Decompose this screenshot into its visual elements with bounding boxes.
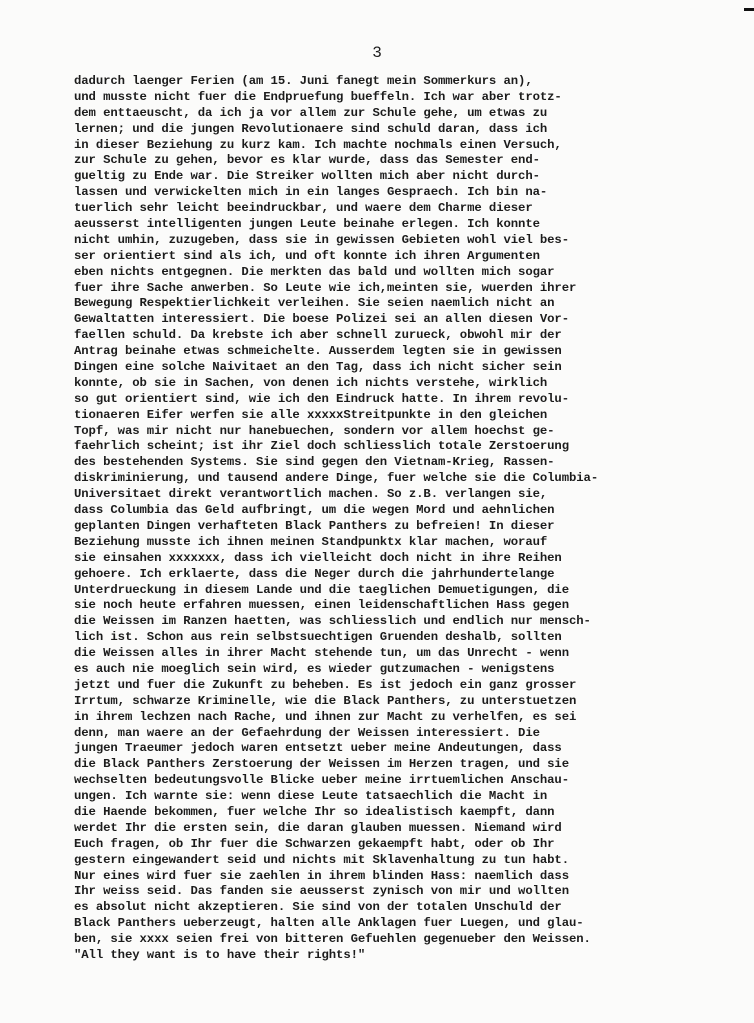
text-line: nicht umhin, zuzugeben, dass sie in gewissen Gebieten wohl viel bes- <box>74 232 569 247</box>
text-line: dadurch laenger Ferien (am 15. Juni fanegt mein Sommerkurs an), <box>74 74 533 88</box>
text-line: Topf, was mir nicht nur hanebuechen, sondern vor allem hoechst ge- <box>74 423 555 438</box>
text-line: Irrtum, schwarze Kriminelle, wie die Black Panthers, zu unterstuetzen <box>74 693 577 708</box>
text-line: "All they want is to have their rights!" <box>74 947 366 962</box>
text-line: Euch fragen, ob Ihr fuer die Schwarzen gekaempft habt, oder ob Ihr <box>74 836 555 851</box>
text-line: es auch nie moeglich sein wird, es wieder gutzumachen - wenigstens <box>74 661 555 676</box>
text-line: jungen Traeumer jedoch waren entsetzt ueber meine Andeutungen, dass <box>74 741 562 756</box>
text-line: lassen und verwickelten mich in ein langes Gespraech. Ich bin na- <box>74 185 548 200</box>
text-line: zur Schule zu gehen, bevor es klar wurde, dass das Semester end- <box>74 153 540 168</box>
text-line: jetzt und fuer die Zukunft zu beheben. Es ist jedoch ein ganz grosser <box>74 677 577 692</box>
text-line: geplanten Dingen verhafteten Black Panthers zu befreien! In dieser <box>74 518 555 533</box>
text-line: die Black Panthers Zerstoerung der Weissen im Herzen tragen, und sie <box>74 757 569 772</box>
text-line: dass Columbia das Geld aufbringt, um die wegen Mord und aehnlichen <box>74 503 555 518</box>
text-line: gueltig zu Ende war. Die Streiker wollten mich aber nicht durch- <box>74 169 540 184</box>
text-line: Antrag beinahe etwas schmeichelte. Ausserdem legten sie in gewissen <box>74 344 562 359</box>
text-line: gestern eingewandert seid und nichts mit Sklavenhaltung zu tun habt. <box>74 852 569 867</box>
text-line: Bewegung Respektierlichkeit verleihen. Sie seien naemlich nicht an <box>74 296 555 311</box>
text-line: konnte, ob sie in Sachen, von denen ich nichts verstehe, wirklich <box>74 375 548 390</box>
text-line: tuerlich sehr leicht beeindruckbar, und waere dem Charme dieser <box>74 201 533 216</box>
text-line: des bestehenden Systems. Sie sind gegen den Vietnam-Krieg, Rassen- <box>74 455 555 470</box>
text-line: lich ist. Schon aus rein selbstsuechtigen Gruenden deshalb, sollten <box>74 630 562 645</box>
text-line: und musste nicht fuer die Endpruefung bueffeln. Ich war aber trotz- <box>74 89 562 104</box>
text-line: Universitaet direkt verantwortlich machen. So z.B. verlangen sie, <box>74 487 548 502</box>
text-line: Dingen eine solche Naivitaet an den Tag, dass ich nicht sicher sein <box>74 360 562 375</box>
text-line: sie noch heute erfahren muessen, einen leidenschaftlichen Hass gegen <box>74 598 569 613</box>
text-line: Nur eines wird fuer sie zaehlen in ihrem blinden Hass: naemlich dass <box>74 868 569 883</box>
text-line: es absolut nicht akzeptieren. Sie sind von der totalen Unschuld der <box>74 900 562 915</box>
text-line: ben, sie xxxx seien frei von bitteren Gefuehlen gegenueber den Weissen. <box>74 932 591 947</box>
text-line: so gut orientiert sind, wie ich den Eindruck hatte. In ihrem revolu- <box>74 391 569 406</box>
text-line: ser orientiert sind als ich, und oft konnte ich ihren Argumenten <box>74 248 540 263</box>
page-number: 3 <box>372 44 382 62</box>
text-line: in ihrem lechzen nach Rache, und ihnen zur Macht zu verhelfen, es sei <box>74 709 577 724</box>
text-line: fuer ihre Sache anwerben. So Leute wie ich,meinten sie, wuerden ihrer <box>74 280 577 295</box>
text-line: in dieser Beziehung zu kurz kam. Ich machte nochmals einen Versuch, <box>74 137 562 152</box>
text-line: eben nichts entgegnen. Die merkten das bald und wollten mich sogar <box>74 264 555 279</box>
text-line: aeusserst intelligenten jungen Leute beinahe erlegen. Ich konnte <box>74 217 540 232</box>
text-line: lernen; und die jungen Revolutionaere sind schuld daran, dass ich <box>74 121 548 136</box>
text-line: die Weissen im Ranzen haetten, was schliesslich und endlich nur mensch- <box>74 614 591 629</box>
text-line: tionaeren Eifer werfen sie alle xxxxxStreitpunkte in den gleichen <box>74 407 548 422</box>
text-line: faehrlich scheint; ist ihr Ziel doch schliesslich totale Zerstoerung <box>74 439 569 454</box>
text-line: gehoere. Ich erklaerte, dass die Neger durch die jahrhundertelange <box>74 566 555 581</box>
edge-mark <box>744 8 754 11</box>
text-line: denn, man waere an der Gefaehrdung der Weissen interessiert. Die <box>74 725 540 740</box>
text-line: Black Panthers ueberzeugt, halten alle Anklagen fuer Luegen, und glau- <box>74 916 584 931</box>
text-line: Gewaltatten interessiert. Die boese Polizei sei an allen diesen Vor- <box>74 312 569 327</box>
text-line: die Weissen alles in ihrer Macht stehende tun, um das Unrecht - wenn <box>74 646 569 661</box>
text-line: Ihr weiss seid. Das fanden sie aeusserst zynisch von mir und wollten <box>74 884 569 899</box>
text-line: diskriminierung, und tausend andere Dinge, fuer welche sie die Columbia- <box>74 471 599 486</box>
text-line: faellen schuld. Da krebste ich aber schnell zurueck, obwohl mir der <box>74 328 562 343</box>
text-line: werdet Ihr die ersten sein, die daran glauben muessen. Niemand wird <box>74 820 562 835</box>
text-line: die Haende bekommen, fuer welche Ihr so idealistisch kaempft, dann <box>74 804 555 819</box>
text-line: ungen. Ich warnte sie: wenn diese Leute tatsaechlich die Macht in <box>74 789 548 804</box>
text-line: dem enttaeuscht, da ich ja vor allem zur Schule gehe, um etwas zu <box>74 105 548 120</box>
body-text <box>74 74 750 964</box>
text-line: Unterdrueckung in diesem Lande und die taeglichen Demuetigungen, die <box>74 582 569 597</box>
text-line: Beziehung musste ich ihnen meinen Standpunktx klar machen, worauf <box>74 534 548 549</box>
text-line: wechselten bedeutungsvolle Blicke ueber meine irrtuemlichen Anschau- <box>74 773 569 788</box>
text-line: sie einsahen xxxxxxx, dass ich vielleicht doch nicht in ihre Reihen <box>74 550 562 565</box>
